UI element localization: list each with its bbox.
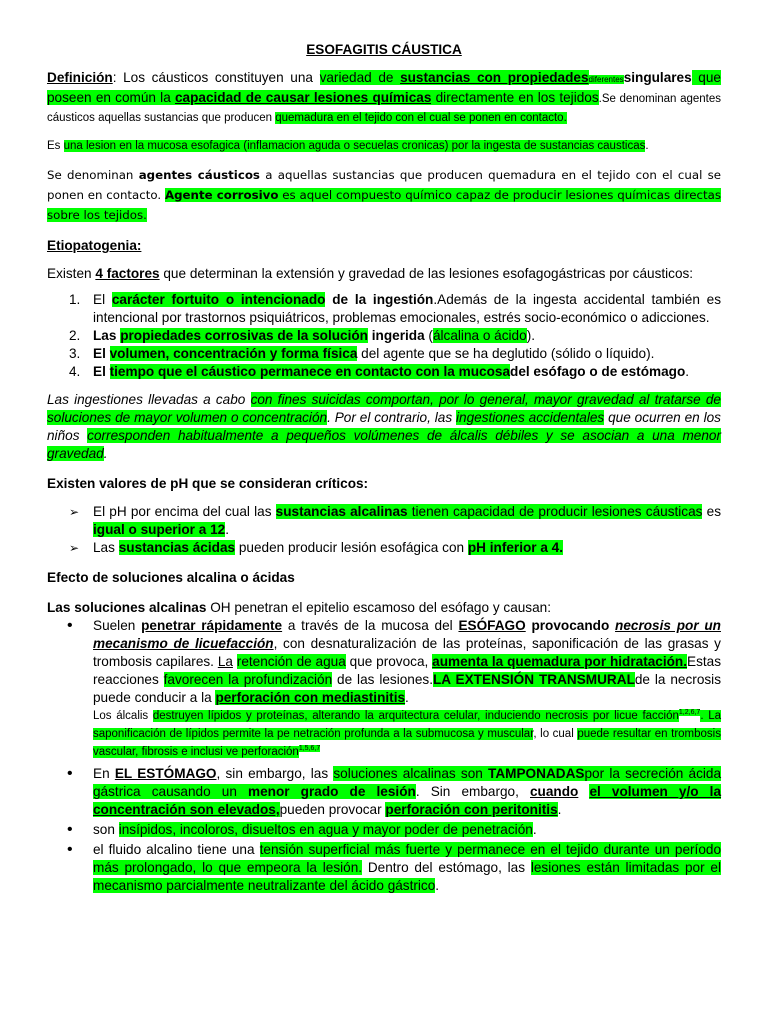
arrow-bullet-icon: ➢ <box>69 505 80 519</box>
ph-list <box>47 503 721 557</box>
bullet-icon: • <box>67 617 73 634</box>
bullet-icon: • <box>67 765 73 782</box>
efecto-heading: Efecto de soluciones alcalina o ácidas <box>47 570 295 585</box>
bullet-icon: • <box>67 821 73 838</box>
bullet-icon: • <box>67 841 73 858</box>
factores-intro: Existen 4 factores que determinan la extensión y gravedad de las lesiones esofagogástricas por cáusticos: <box>47 266 694 281</box>
arrow-bullet-icon: ➢ <box>69 541 80 555</box>
ingestiones-paragraph: Las ingestiones llevadas a cabo con fines suicidas comportan, por lo general, mayor gravedad al tratarse de soluciones de mayor volumen o concentración. Por el contrario, las ingestiones accidentales que ocurren en los niños corresponden habitualmente a pequeños volúmenes de álcalis débiles y se asocian a una menor gravedad. <box>47 392 721 461</box>
list-item: 1. El carácter fortuito o intencionado de la ingestión.Además de la ingesta accidental también es intencional por trastornos psiquiátricos, problemas emocionales, estrés socio-económico o adicciones. <box>69 292 721 325</box>
list-item: 2. Las propiedades corrosivas de la solución ingerida (álcalina o ácido). <box>69 328 535 343</box>
list-item: • son insípidos, incoloros, disueltos en agua y mayor poder de penetración. <box>67 821 537 838</box>
page-title: ESOFAGITIS CÁUSTICA <box>306 42 462 57</box>
list-item: ➢ Las sustancias ácidas pueden producir lesión esofágica con pH inferior a 4. <box>69 540 564 555</box>
definicion-label: Definición <box>47 70 113 85</box>
definicion-paragraph: Definición: Los cáusticos constituyen una variedad de sustancias con propiedadesdiferentessingulares que poseen en común la capacidad de causar lesiones químicas directamente en los tejidos.Se denominan agentes cáusticos aquellas sustancias que producen quemadura en el tejido con el cual se ponen en contacto. <box>47 70 722 124</box>
alcalinas-intro: Las soluciones alcalinas OH penetran el epitelio escamoso del esófago y causan: <box>47 600 552 615</box>
lesion-paragraph: Es una lesion en la mucosa esofagica (inflamacion aguda o secuelas cronicas) por la ingesta de sustancias causticas. <box>47 140 649 152</box>
list-item: 4. El tiempo que el cáustico permanece en contacto con la mucosadel esófago o de estómago. <box>69 364 690 379</box>
list-item: • Suelen penetrar rápidamente a través de la mucosa del ESÓFAGO provocando necrosis por un mecanismo de licuefacción, con desnaturalización de las proteínas, saponificación de las grasas y trombosis capilares. La retención de agua que provoca, aumenta la quemadura por hidratación.Estas reacciones favorecen la profundización de las lesiones.LA EXTENSIÓN TRANSMURALde la necrosis puede conducir a la perforación con mediastinitis. Los álcalis destruyen lípidos y proteínas, alterando la arquitectura celular, induciendo necrosis por licue facción$^{1,2,6,7}$. La saponificación de lípidos permite la pe netración profunda a la submucosa y muscular, lo cual puede resultar en trombosis vascular, fibrosis e inclusi ve perforación$^{1,5,6,7}$ <box>47 617 721 761</box>
ph-heading: Existen valores de pH que se consideran críticos: <box>47 476 369 491</box>
list-item: ➢ El pH por encima del cual las sustancias alcalinas tienen capacidad de producir lesiones cáusticas es igual o superior a 12. <box>69 504 721 537</box>
etiopatogenia-heading: Etiopatogenia: <box>47 238 142 253</box>
alcalis-subparagraph: Los álcalis destruyen lípidos y proteínas, alterando la arquitectura celular, induciendo necrosis por licue facción$^{1,2,6,7}$. La saponificación de lípidos permite la pe netración profunda a la submucosa y muscular, lo cual puede resultar en trombosis vascular, fibrosis e inclusi ve perforación$^{1,5,6,7}$ <box>93 709 721 758</box>
document-page <box>47 38 721 895</box>
agentes-paragraph: Se denominan agentes cáusticos a aquellas sustancias que producen quemadura en el tejido con el cual se ponen en contacto. Agente corrosivo es aquel compuesto químico capaz de producir lesiones químicas directas sobre los tejidos. <box>47 168 722 222</box>
factores-list <box>47 291 721 381</box>
efecto-list <box>47 617 721 895</box>
list-item: • el fluido alcalino tiene una tensión superficial más fuerte y permanece en el tejido durante un período más prolongado, lo que empeora la lesión. Dentro del estómago, las lesiones están limitadas por el mecanismo parcialmente neutralizante del ácido gástrico. <box>67 841 722 893</box>
list-item: • En EL ESTÓMAGO, sin embargo, las soluciones alcalinas son TAMPONADASpor la secreción ácida gástrica causando un menor grado de lesión. Sin embargo, cuando el volumen y/o la concentración son elevados,pueden provocar perforación con peritonitis. <box>67 765 722 817</box>
list-item: 3. El volumen, concentración y forma física del agente que se ha deglutido (sólido o líquido). <box>69 346 655 361</box>
